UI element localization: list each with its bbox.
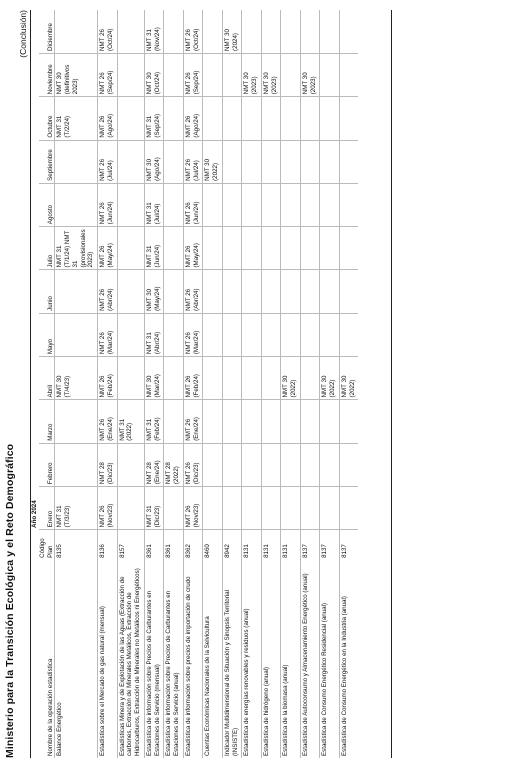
schedule-cell (281, 400, 301, 443)
schedule-cell: NMT 31 (Sep/24) (144, 97, 164, 140)
schedule-cell: NMT 31 (Feb/24) (144, 400, 164, 443)
schedule-cell (242, 183, 262, 226)
schedule-cell: NMT 26 (Abr/24) (183, 270, 203, 313)
schedule-cell: NMT 31 (Abr/24) (144, 313, 164, 356)
code-cell: 8137 (339, 530, 358, 560)
month-header: Junio (39, 270, 55, 313)
schedule-cell (320, 227, 340, 270)
schedule-cell (203, 53, 223, 96)
schedule-cell: NMT 28 (Ene/24) (144, 443, 164, 486)
code-cell: 8136 (98, 530, 118, 560)
table-row (222, 10, 242, 758)
code-cell: 8137 (320, 530, 340, 560)
schedule-cell (242, 443, 262, 486)
table-row (300, 10, 320, 758)
operation-name-cell: Estadística sobre el Mercado de gas natural (mensual) (98, 560, 118, 758)
schedule-cell: NMT 31 (T/2/24) (55, 97, 98, 140)
schedule-cell (339, 270, 358, 313)
schedule-cell (203, 400, 223, 443)
schedule-cell (281, 227, 301, 270)
schedule-cell: NMT 26 (Nov/23) (98, 487, 118, 530)
schedule-cell: NMT 26 (Jul/24) (183, 140, 203, 183)
operation-name-cell: Estadística de Consumo Energético en la Industria (anual) (339, 560, 358, 758)
schedule-cell (320, 400, 340, 443)
schedule-cell (222, 313, 242, 356)
schedule-cell: NMT 30 (2024) (222, 10, 242, 53)
code-cell: 8362 (183, 530, 203, 560)
month-header: Octubre (39, 97, 55, 140)
schedule-cell: NMT 26 (Sep/24) (183, 53, 203, 96)
code-cell: 8361 (164, 530, 184, 560)
table-row (144, 10, 164, 758)
schedule-cell (320, 443, 340, 486)
schedule-cell: NMT 26 (Jul/24) (98, 140, 118, 183)
schedule-cell (164, 313, 184, 356)
month-header: Abril (39, 357, 55, 400)
schedule-cell (261, 97, 281, 140)
schedule-cell: NMT 26 (Feb/24) (98, 357, 118, 400)
schedule-cell (117, 313, 144, 356)
schedule-cell: NMT 26 (Ago/24) (183, 97, 203, 140)
schedule-cell (203, 227, 223, 270)
schedule-cell (320, 313, 340, 356)
operation-name-cell: Estadística de Consumo Energético Residencial (anual) (320, 560, 340, 758)
table-row (203, 10, 223, 758)
schedule-cell (300, 97, 320, 140)
schedule-cell (117, 97, 144, 140)
schedule-cell (242, 140, 262, 183)
table-body (55, 10, 359, 758)
operation-name-cell: Estadística de información sobre Precios de Carburantes en Estaciones de Servicio (mensual) (144, 560, 164, 758)
schedule-cell (222, 400, 242, 443)
schedule-cell: NMT 26 (Ene/24) (183, 400, 203, 443)
schedule-cell (164, 140, 184, 183)
schedule-cell (203, 313, 223, 356)
schedule-cell: NMT 26 (Sep/24) (98, 53, 118, 96)
schedule-cell (203, 10, 223, 53)
schedule-cell (261, 140, 281, 183)
schedule-cell (222, 53, 242, 96)
schedule-cell (117, 487, 144, 530)
operation-name-cell: Estadística de Autoconsumo y Almacenamiento Energético (anual) (300, 560, 320, 758)
table-row (281, 10, 301, 758)
schedule-cell (320, 183, 340, 226)
month-header: Septiembre (39, 140, 55, 183)
schedule-cell (281, 487, 301, 530)
schedule-cell (164, 400, 184, 443)
schedule-cell (339, 400, 358, 443)
schedule-cell: NMT 30 (Ago/24) (144, 140, 164, 183)
schedule-cell (261, 227, 281, 270)
schedule-cell (300, 227, 320, 270)
schedule-cell (281, 53, 301, 96)
month-header: Diciembre (39, 10, 55, 53)
schedule-cell: NMT 26 (Jun/24) (98, 183, 118, 226)
schedule-cell: NMT 26 (Abr/24) (98, 270, 118, 313)
schedule-cell (164, 227, 184, 270)
schedule-cell: NMT 30 (2022) (281, 357, 301, 400)
operation-name-cell: Estadística de hidrógeno (anual) (261, 560, 281, 758)
schedule-cell (242, 400, 262, 443)
operation-name-header (31, 560, 39, 758)
schedule-cell (300, 313, 320, 356)
schedule-cell (164, 97, 184, 140)
schedule-cell: NMT 26 (Dic/23) (183, 443, 203, 486)
schedule-cell: NMT 26 (Nov/23) (183, 487, 203, 530)
schedule-cell: NMT 31 (Dic/23) (144, 487, 164, 530)
schedule-cell (222, 140, 242, 183)
month-header: Mayo (39, 313, 55, 356)
schedule-cell: NMT 28 (2022) (164, 443, 184, 486)
table-row (339, 10, 358, 758)
schedule-cell (261, 270, 281, 313)
month-header: Marzo (39, 400, 55, 443)
schedule-cell (117, 140, 144, 183)
schedule-cell (320, 53, 340, 96)
schedule-cell: NMT 26 (Ene/24) (98, 400, 118, 443)
schedule-cell (55, 313, 98, 356)
schedule-cell (117, 357, 144, 400)
schedule-cell (281, 97, 301, 140)
table-row (183, 10, 203, 758)
schedule-cell (222, 487, 242, 530)
schedule-cell: NMT 28 (Dic/23) (98, 443, 118, 486)
code-cell: 8361 (144, 530, 164, 560)
schedule-cell: NMT 30 (2023) (300, 53, 320, 96)
code-header-top (31, 530, 39, 560)
table-row (98, 10, 118, 758)
schedule-cell (55, 270, 98, 313)
schedule-cell (164, 10, 184, 53)
schedule-cell (281, 313, 301, 356)
schedule-cell (203, 443, 223, 486)
operation-name-cell: Estadística de la biomasa (anual) (281, 560, 301, 758)
operation-name-cell: Cuentas Económicas Nacionales de la Selvicultura (203, 560, 223, 758)
schedule-cell (320, 140, 340, 183)
schedule-cell: NMT 30 (2023) (261, 53, 281, 96)
schedule-cell (222, 183, 242, 226)
table-row (320, 10, 340, 758)
schedule-cell (164, 357, 184, 400)
code-cell: 8131 (281, 530, 301, 560)
schedule-cell: NMT 31 (2022) (117, 400, 144, 443)
schedule-cell: NMT 31 (T/3/23) (55, 487, 98, 530)
schedule-cell (300, 183, 320, 226)
month-header: Julio (39, 227, 55, 270)
schedule-cell (242, 357, 262, 400)
schedule-cell: NMT 30 (2022) (339, 357, 358, 400)
schedule-cell: NMT 30 (Mar/24) (144, 357, 164, 400)
schedule-cell (261, 10, 281, 53)
schedule-cell (117, 53, 144, 96)
schedule-cell (339, 183, 358, 226)
schedule-cell (339, 313, 358, 356)
conclusion-label: (Conclusión) (18, 10, 28, 58)
schedule-cell (320, 487, 340, 530)
schedule-cell (320, 97, 340, 140)
schedule-cell (261, 313, 281, 356)
schedule-cell (261, 443, 281, 486)
schedule-cell (55, 183, 98, 226)
schedule-cell: NMT 30 (2023) (242, 53, 262, 96)
operation-name-cell: Indicador Multidimensional de Situación y Sinopsis Territorial (INSISTE) (222, 560, 242, 758)
schedule-cell (117, 10, 144, 53)
schedule-cell (339, 97, 358, 140)
schedule-cell (117, 443, 144, 486)
code-cell: 8157 (117, 530, 144, 560)
schedule-cell (300, 140, 320, 183)
schedule-cell: NMT 26 (Jun/24) (183, 183, 203, 226)
code-cell: 8137 (300, 530, 320, 560)
schedule-cell (320, 10, 340, 53)
schedule-cell (320, 270, 340, 313)
schedule-cell (261, 183, 281, 226)
schedule-cell: NMT 30 (T/4/23) (55, 357, 98, 400)
schedule-cell (117, 183, 144, 226)
schedule-cell (55, 140, 98, 183)
schedule-cell: NMT 30 (2022) (203, 140, 223, 183)
schedule-cell (203, 97, 223, 140)
schedule-cell (222, 227, 242, 270)
schedule-cell (261, 487, 281, 530)
schedule-cell (339, 53, 358, 96)
schedule-cell (281, 443, 301, 486)
month-header-row (39, 10, 55, 758)
schedule-cell (300, 487, 320, 530)
operation-name-cell: Estadística de información sobre precios de importación de crudo (183, 560, 203, 758)
operation-name-cell: Estadística de energías renovables y residuos (anual) (242, 560, 262, 758)
month-header: Noviembre (39, 53, 55, 96)
table-row (261, 10, 281, 758)
schedule-cell: NMT 31 (Nov/24) (144, 10, 164, 53)
schedule-cell (261, 400, 281, 443)
schedule-cell: NMT 26 (Mar/24) (98, 313, 118, 356)
schedule-cell (339, 10, 358, 53)
schedule-cell (164, 270, 184, 313)
table-row (164, 10, 184, 758)
schedule-cell: NMT 26 (May/24) (183, 227, 203, 270)
schedule-cell (300, 357, 320, 400)
schedule-cell (164, 183, 184, 226)
schedule-cell (203, 183, 223, 226)
schedule-cell: NMT 26 (Oct/24) (98, 10, 118, 53)
page-title: Ministerio para la Transición Ecológica y el Reto Demográfico (4, 443, 16, 758)
schedule-cell (300, 270, 320, 313)
schedule-cell: NMT 26 (May/24) (98, 227, 118, 270)
schedule-cell (117, 270, 144, 313)
code-cell: 8131 (242, 530, 262, 560)
schedule-cell: NMT 26 (Mar/24) (183, 313, 203, 356)
schedule-cell (242, 227, 262, 270)
schedule-cell (339, 443, 358, 486)
table-row (117, 10, 144, 758)
schedule-cell (281, 10, 301, 53)
schedule-cell: NMT 26 (Oct/24) (183, 10, 203, 53)
code-cell: 8942 (222, 530, 242, 560)
schedule-cell (203, 357, 223, 400)
operation-name-cell: Estadística de información sobre Precios de Carburantes en Estaciones de Servicio (anual) (164, 560, 184, 758)
schedule-cell: NMT 26 (Feb/24) (183, 357, 203, 400)
schedule-cell (222, 357, 242, 400)
schedule-cell (339, 227, 358, 270)
schedule-cell: NMT 31 (Jul/24) (144, 183, 164, 226)
month-header: Febrero (39, 443, 55, 486)
schedule-cell (117, 227, 144, 270)
schedule-cell: NMT 31 (Jun/24) (144, 227, 164, 270)
schedule-cell (242, 270, 262, 313)
schedule-cell (55, 10, 98, 53)
schedule-cell: NMT 31 (T/1/24) NMT 31 (provisionales 2023) (55, 227, 98, 270)
schedule-cell (242, 10, 262, 53)
table-row (55, 10, 98, 758)
schedule-cell: NMT 30 (May/24) (144, 270, 164, 313)
schedule-cell (242, 487, 262, 530)
schedule-cell (300, 443, 320, 486)
code-header: Código Plan (38, 538, 54, 558)
operation-name-cell: Balance Energético (55, 560, 98, 758)
year-header: Año 2024 (31, 500, 38, 528)
code-cell: 8135 (55, 530, 98, 560)
month-header: Agosto (39, 183, 55, 226)
schedule-cell (55, 443, 98, 486)
operation-name-header-label: Nombre de la operación estadística (46, 658, 54, 756)
table-row (242, 10, 262, 758)
schedule-cell (339, 487, 358, 530)
schedule-cell (339, 140, 358, 183)
schedule-cell: NMT 30 (Oct/24) (144, 53, 164, 96)
footer-rule (391, 10, 392, 758)
schedule-cell (242, 313, 262, 356)
schedule-cell (281, 140, 301, 183)
schedule-cell (222, 443, 242, 486)
schedule-cell (203, 487, 223, 530)
schedule-cell (300, 10, 320, 53)
schedule-cell (281, 183, 301, 226)
code-cell: 8131 (261, 530, 281, 560)
schedule-cell (55, 400, 98, 443)
schedule-table (31, 10, 358, 758)
schedule-cell (164, 487, 184, 530)
schedule-cell: NMT 30 (2022) (320, 357, 340, 400)
schedule-cell: NMT 26 (Ago/24) (98, 97, 118, 140)
schedule-cell (222, 97, 242, 140)
schedule-cell (203, 270, 223, 313)
schedule-cell (281, 270, 301, 313)
schedule-cell: NMT 30 (definitivos 2023) (55, 53, 98, 96)
code-cell: 8460 (203, 530, 223, 560)
schedule-cell (222, 270, 242, 313)
schedule-cell (261, 357, 281, 400)
schedule-cell (164, 53, 184, 96)
month-header: Enero (39, 487, 55, 530)
schedule-cell (300, 400, 320, 443)
schedule-cell (242, 97, 262, 140)
operation-name-cell: Estadísticas Minera y de Explotación de las Aguas (Extracción de carbones, Extracción de Minerales Metálicos, Extracción de Hidrocarburos, Extracción de Minerales no Metálicos ni Energéticos) (117, 560, 144, 758)
